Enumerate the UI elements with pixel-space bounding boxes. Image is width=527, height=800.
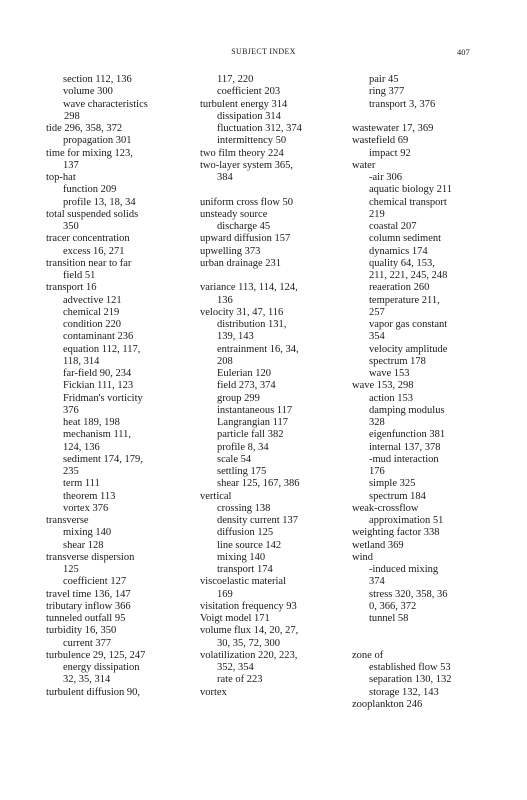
index-subentry: 169 bbox=[217, 588, 233, 600]
index-subentry: -induced mixing bbox=[369, 564, 439, 575]
index-entry: travel time 136, 147 bbox=[46, 588, 131, 600]
index-subentry: condition 220 bbox=[63, 319, 122, 330]
index-subentry: Fridman's vorticity bbox=[63, 392, 143, 404]
index-entry: total suspended solids bbox=[46, 208, 139, 220]
index-subentry: impact 92 bbox=[369, 147, 411, 159]
index-subentry: temperature 211, bbox=[369, 294, 440, 306]
index-subentry: settling 175 bbox=[217, 466, 267, 477]
index-subentry: fluctuation 312, 374 bbox=[217, 123, 302, 134]
index-gap bbox=[352, 111, 452, 123]
index-subentry: particle fall 382 bbox=[217, 429, 284, 441]
index-entry: unsteady source bbox=[200, 208, 268, 220]
index-entry: turbulent energy 314 bbox=[200, 98, 288, 110]
index-subentry: established flow 53 bbox=[369, 662, 451, 673]
index-entry: zone of bbox=[352, 649, 384, 661]
index-entry: wastewater 17, 369 bbox=[352, 123, 434, 134]
index-subentry: -air 306 bbox=[369, 172, 402, 183]
index-subentry: quality 64, 153, bbox=[369, 257, 435, 269]
index-entry: vertical bbox=[200, 490, 232, 502]
index-subentry: 350 bbox=[63, 221, 79, 232]
index-subentry: 139, 143 bbox=[217, 331, 254, 343]
index-entry: turbidity 16, 350 bbox=[46, 625, 117, 637]
index-subentry: coefficient 127 bbox=[63, 576, 127, 588]
index-subentry: ring 377 bbox=[369, 86, 405, 98]
index-subentry: 328 bbox=[369, 417, 385, 428]
index-entry: time for mixing 123, bbox=[46, 147, 133, 159]
index-subentry: rate of 223 bbox=[217, 674, 263, 686]
index-subentry: shear 128 bbox=[63, 539, 104, 551]
index-entry: upward diffusion 157 bbox=[200, 233, 291, 245]
index-entry: turbulent diffusion 90, bbox=[46, 686, 141, 698]
index-subentry: 352, 354 bbox=[217, 662, 254, 673]
index-subentry: current 377 bbox=[63, 637, 112, 649]
index-subentry: profile 8, 34 bbox=[217, 441, 269, 453]
index-entry: upwelling 373 bbox=[200, 245, 261, 257]
index-entry: water bbox=[352, 159, 376, 171]
index-entry: urban drainage 231 bbox=[200, 257, 282, 269]
index-entry: tributary inflow 366 bbox=[46, 600, 131, 612]
index-subentry: aquatic biology 211 bbox=[369, 184, 453, 196]
index-subentry: 298 bbox=[64, 110, 80, 122]
index-entry: turbulence 29, 125, 247 bbox=[46, 649, 146, 661]
index-subentry: reaeration 260 bbox=[369, 282, 430, 294]
index-entry: velocity 31, 47, 116 bbox=[200, 306, 284, 318]
index-subentry: Fickian 111, 123 bbox=[63, 380, 134, 392]
index-subentry: eigenfunction 381 bbox=[369, 429, 446, 441]
index-subentry: crossing 138 bbox=[217, 502, 271, 514]
index-subentry: 176 bbox=[369, 466, 385, 477]
index-subentry: action 153 bbox=[369, 392, 414, 404]
index-subentry: 219 bbox=[369, 208, 385, 220]
index-entry: variance 113, 114, 124, bbox=[200, 282, 298, 294]
index-subentry: 235 bbox=[63, 466, 79, 477]
index-subentry: group 299 bbox=[217, 392, 260, 404]
index-subentry: 118, 314 bbox=[63, 355, 100, 367]
index-subentry: propagation 301 bbox=[63, 135, 132, 147]
index-subentry: discharge 45 bbox=[217, 221, 271, 232]
index-subentry: 384 bbox=[217, 172, 233, 183]
index-entry: two-layer system 365, bbox=[200, 159, 294, 171]
index-entry: uniform cross flow 50 bbox=[200, 196, 294, 208]
index-entry: top-hat bbox=[46, 172, 76, 183]
index-subentry: storage 132, 143 bbox=[369, 686, 439, 698]
index-entry: tunneled outfall 95 bbox=[46, 613, 126, 624]
index-entry: weighting factor 338 bbox=[352, 527, 440, 539]
index-entry: viscoelastic material bbox=[200, 576, 287, 588]
index-entry: transport 16 bbox=[46, 282, 97, 294]
index-subentry: 117, 220 bbox=[217, 74, 254, 85]
index-subentry: dissipation 314 bbox=[217, 110, 281, 122]
index-subentry: excess 16, 271 bbox=[63, 245, 125, 257]
index-subentry: diffusion 125 bbox=[217, 527, 274, 539]
index-subentry: vapor gas constant bbox=[369, 319, 448, 330]
index-subentry: instantaneous 117 bbox=[217, 404, 293, 416]
index-subentry: density current 137 bbox=[217, 515, 299, 526]
index-subentry: chemical transport bbox=[369, 196, 447, 208]
index-subentry: entrainment 16, 34, bbox=[217, 343, 299, 355]
index-subentry: vortex 376 bbox=[63, 502, 109, 514]
index-entry: wetland 369 bbox=[352, 539, 404, 551]
index-entry: tracer concentration bbox=[46, 233, 130, 245]
index-subentry: 376 bbox=[63, 404, 79, 416]
index-subentry: separation 130, 132 bbox=[369, 674, 452, 686]
index-gap bbox=[352, 625, 452, 637]
index-subentry: shear 125, 167, 386 bbox=[217, 478, 300, 490]
index-subentry: column sediment bbox=[369, 233, 442, 245]
index-column-3 bbox=[352, 74, 452, 711]
index-subentry: 257 bbox=[369, 306, 385, 318]
index-subentry: approximation 51 bbox=[369, 515, 444, 526]
index-entry: wind bbox=[352, 551, 373, 563]
index-subentry: advective 121 bbox=[63, 294, 122, 306]
index-entry: transverse bbox=[46, 515, 89, 526]
index-subentry: transport 3, 376 bbox=[369, 98, 436, 110]
index-gap bbox=[200, 270, 302, 282]
index-subentry: mixing 140 bbox=[63, 527, 112, 539]
index-subentry: function 209 bbox=[63, 184, 117, 196]
index-subentry: mechanism 111, bbox=[63, 429, 132, 441]
index-entry: volatilization 220, 223, bbox=[200, 649, 298, 661]
index-subentry: heat 189, 198 bbox=[63, 417, 120, 428]
index-subentry: 374 bbox=[369, 576, 385, 588]
index-subentry: transport 174 bbox=[217, 564, 273, 575]
index-subentry: field 51 bbox=[63, 270, 96, 281]
index-entry: volume flux 14, 20, 27, bbox=[200, 625, 299, 637]
index-subentry: equation 112, 117, bbox=[63, 343, 141, 355]
index-subentry: 125 bbox=[63, 564, 79, 575]
index-subentry: pair 45 bbox=[369, 74, 399, 85]
running-head: SUBJECT INDEX bbox=[231, 47, 296, 56]
index-subentry: stress 320, 358, 36 bbox=[369, 588, 448, 600]
index-subentry: 208 bbox=[217, 355, 233, 367]
index-subentry: simple 325 bbox=[369, 478, 416, 490]
index-entry: transition near to far bbox=[46, 257, 132, 269]
index-subentry: chemical 219 bbox=[63, 306, 120, 318]
index-entry: visitation frequency 93 bbox=[200, 600, 297, 612]
index-entry: transverse dispersion bbox=[46, 551, 135, 563]
index-subentry: tunnel 58 bbox=[369, 613, 409, 624]
index-gap bbox=[352, 638, 452, 650]
index-subentry: sediment 174, 179, bbox=[63, 453, 143, 465]
index-subentry: spectrum 184 bbox=[369, 490, 426, 502]
index-subentry: coastal 207 bbox=[369, 221, 417, 232]
index-subentry: 30, 35, 72, 300 bbox=[217, 637, 280, 649]
index-subentry: volume 300 bbox=[63, 86, 113, 98]
index-subentry: damping modulus bbox=[369, 404, 445, 416]
index-subentry: 137 bbox=[63, 159, 79, 171]
index-subentry: 0, 366, 372 bbox=[369, 600, 417, 612]
index-subentry: 136 bbox=[217, 294, 233, 306]
index-subentry: intermittency 50 bbox=[217, 135, 287, 147]
index-subentry: 211, 221, 245, 248 bbox=[369, 270, 448, 281]
index-subentry: mixing 140 bbox=[217, 551, 266, 563]
index-subentry: -mud interaction bbox=[369, 453, 439, 465]
page-number: 407 bbox=[457, 47, 470, 57]
index-gap bbox=[200, 184, 302, 196]
index-subentry: Langrangian 117 bbox=[217, 417, 289, 428]
index-subentry: Eulerian 120 bbox=[217, 368, 271, 379]
index-subentry: section 112, 136 bbox=[63, 74, 132, 85]
index-entry: wastefield 69 bbox=[352, 135, 409, 147]
index-subentry: 124, 136 bbox=[63, 441, 100, 453]
index-subentry: profile 13, 18, 34 bbox=[63, 196, 136, 208]
index-subentry: distribution 131, bbox=[217, 319, 287, 330]
index-subentry: dynamics 174 bbox=[369, 245, 428, 257]
index-column-1 bbox=[46, 74, 148, 699]
index-entry: Voigt model 171 bbox=[200, 613, 270, 624]
index-entry: vortex bbox=[200, 686, 227, 698]
index-subentry: line source 142 bbox=[217, 539, 282, 551]
index-subentry: 32, 35, 314 bbox=[63, 674, 111, 686]
index-subentry: term 111 bbox=[63, 478, 100, 490]
index-subentry: contaminant 236 bbox=[63, 331, 134, 343]
index-subentry: 354 bbox=[369, 331, 385, 343]
index-subentry: internal 137, 378 bbox=[369, 441, 441, 453]
index-entry: tide 296, 358, 372 bbox=[46, 123, 123, 134]
index-column-2 bbox=[200, 74, 302, 699]
index-subentry: wave 153 bbox=[369, 368, 410, 379]
index-subentry: far-field 90, 234 bbox=[63, 368, 132, 379]
index-subentry: wave characteristics bbox=[63, 98, 148, 110]
index-subentry: coefficient 203 bbox=[217, 86, 281, 98]
index-subentry: spectrum 178 bbox=[369, 355, 426, 367]
index-subentry: velocity amplitude bbox=[369, 343, 448, 355]
index-subentry: energy dissipation bbox=[63, 662, 140, 673]
index-subentry: theorem 113 bbox=[63, 490, 116, 502]
index-subentry: field 273, 374 bbox=[217, 380, 276, 392]
index-entry: two film theory 224 bbox=[200, 147, 284, 159]
index-entry: wave 153, 298 bbox=[352, 380, 414, 392]
index-entry: zooplankton 246 bbox=[352, 698, 423, 710]
index-subentry: scale 54 bbox=[217, 453, 252, 465]
index-entry: weak-crossflow bbox=[352, 502, 419, 514]
